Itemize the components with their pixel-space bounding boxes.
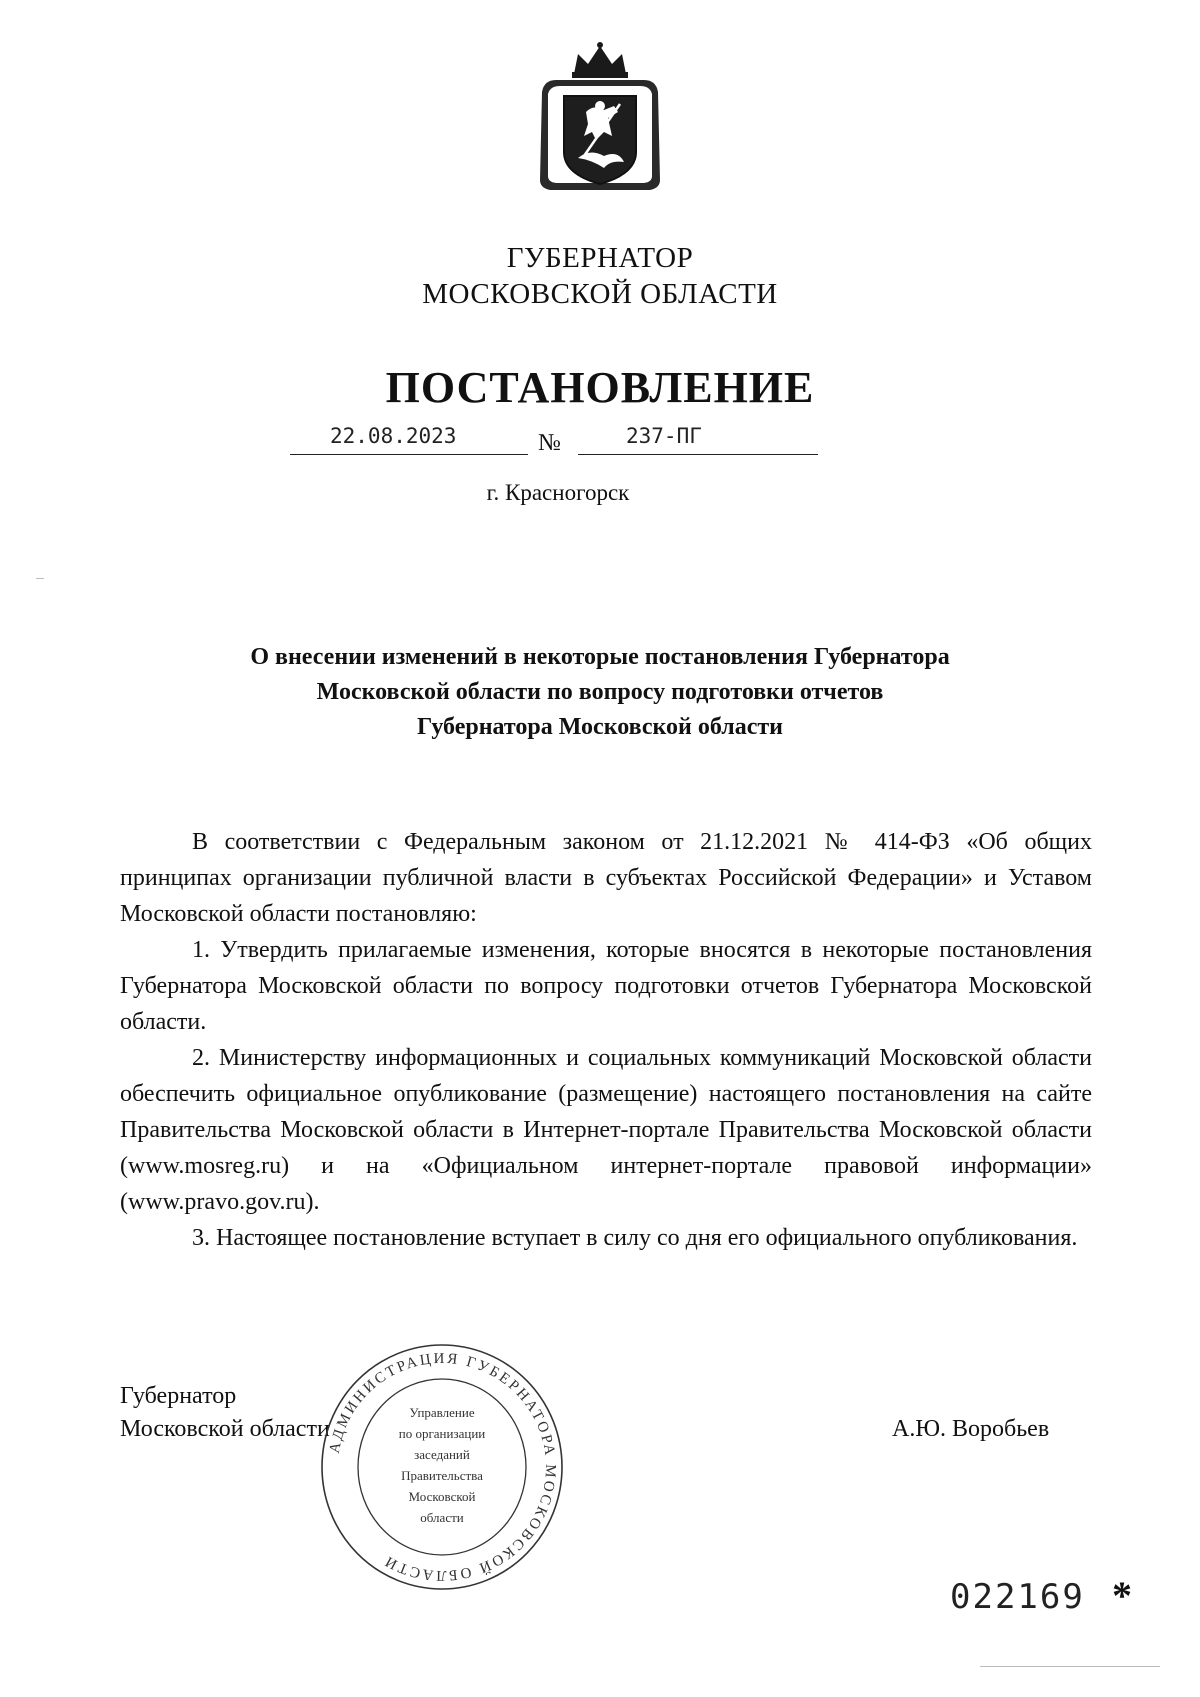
number-sign: № [538,430,561,456]
item-1-paragraph: 1. Утвердить прилагаемые изменения, которые вносятся в некоторые постановления Губернатора Московской области по вопросу подготовки отчетов Губернатора Московской области. [120,937,1092,1035]
official-stamp [318,1340,566,1594]
stamp-outer-text: АДМИНИСТРАЦИЯ ГУБЕРНАТОРА МОСКОВСКОЙ ОБЛАСТИ [326,1350,559,1584]
stamp-inner-line-6: области [420,1510,464,1525]
coat-of-arms-emblem [534,40,666,200]
document-date: 22.08.2023 [330,424,457,448]
signature-position [120,1380,330,1446]
document-type-title: ПОСТАНОВЛЕНИЕ [385,363,815,412]
subject-line-2: Московской области по вопросу подготовки отчетов [316,679,884,705]
stamp-inner-line-2: по организации [398,1426,486,1441]
signatory-name: А.Ю. Воробьев [892,1416,1050,1442]
authority-line-1: ГУБЕРНАТОР [506,242,694,274]
stamp-inner-line-4: Правительства [401,1468,483,1483]
svg-text:АДМИНИСТРАЦИЯ ГУБЕРНАТОРА МОСК [327,1351,558,1583]
asterisk-mark: * [1112,1573,1132,1618]
subject-line-3: Губернатора Московской области [416,714,784,740]
signature-position-line-1: Губернатор [120,1383,237,1409]
document-place: г. Красногорск [486,480,630,505]
item-2-paragraph: 2. Министерству информационных и социальных коммуникаций Московской области обеспечить официальное опубликование (размещение) настоящего постановления на сайте Правительства Московской области в Интернет-портале Правительства Московской области (www.mosreg.ru) и на «Официальном интернет-портале правовой информации» (www.pravo.gov.ru). [120,1045,1092,1215]
authority-line-2: МОСКОВСКОЙ ОБЛАСТИ [422,278,778,310]
signature-position-line-2: Московской области [120,1416,330,1442]
scan-edge-mark [36,578,44,579]
stamp-inner-line-3: заседаний [414,1447,470,1462]
date-underline [290,454,528,455]
stamp-inner-line-1: Управление [409,1405,475,1420]
document-subject [140,640,1060,745]
document-number: 237-ПГ [626,424,702,448]
footer-rule [980,1666,1160,1667]
preamble-paragraph: В соответствии с Федеральным законом от 21.12.2021 № 414-ФЗ «Об общих принципах организации публичной власти в субъектах Российской Федерации» и Уставом Московской области постановляю: [120,829,1092,927]
stamp-inner-line-5: Московской [408,1489,476,1504]
subject-line-1: О внесении изменений в некоторые постановления Губернатора [250,644,950,670]
number-underline [578,454,818,455]
document-body [120,824,1092,1256]
form-serial-number: 022169 [950,1577,1085,1617]
item-3-paragraph: 3. Настоящее постановление вступает в силу со дня его официального опубликования. [192,1225,1078,1251]
